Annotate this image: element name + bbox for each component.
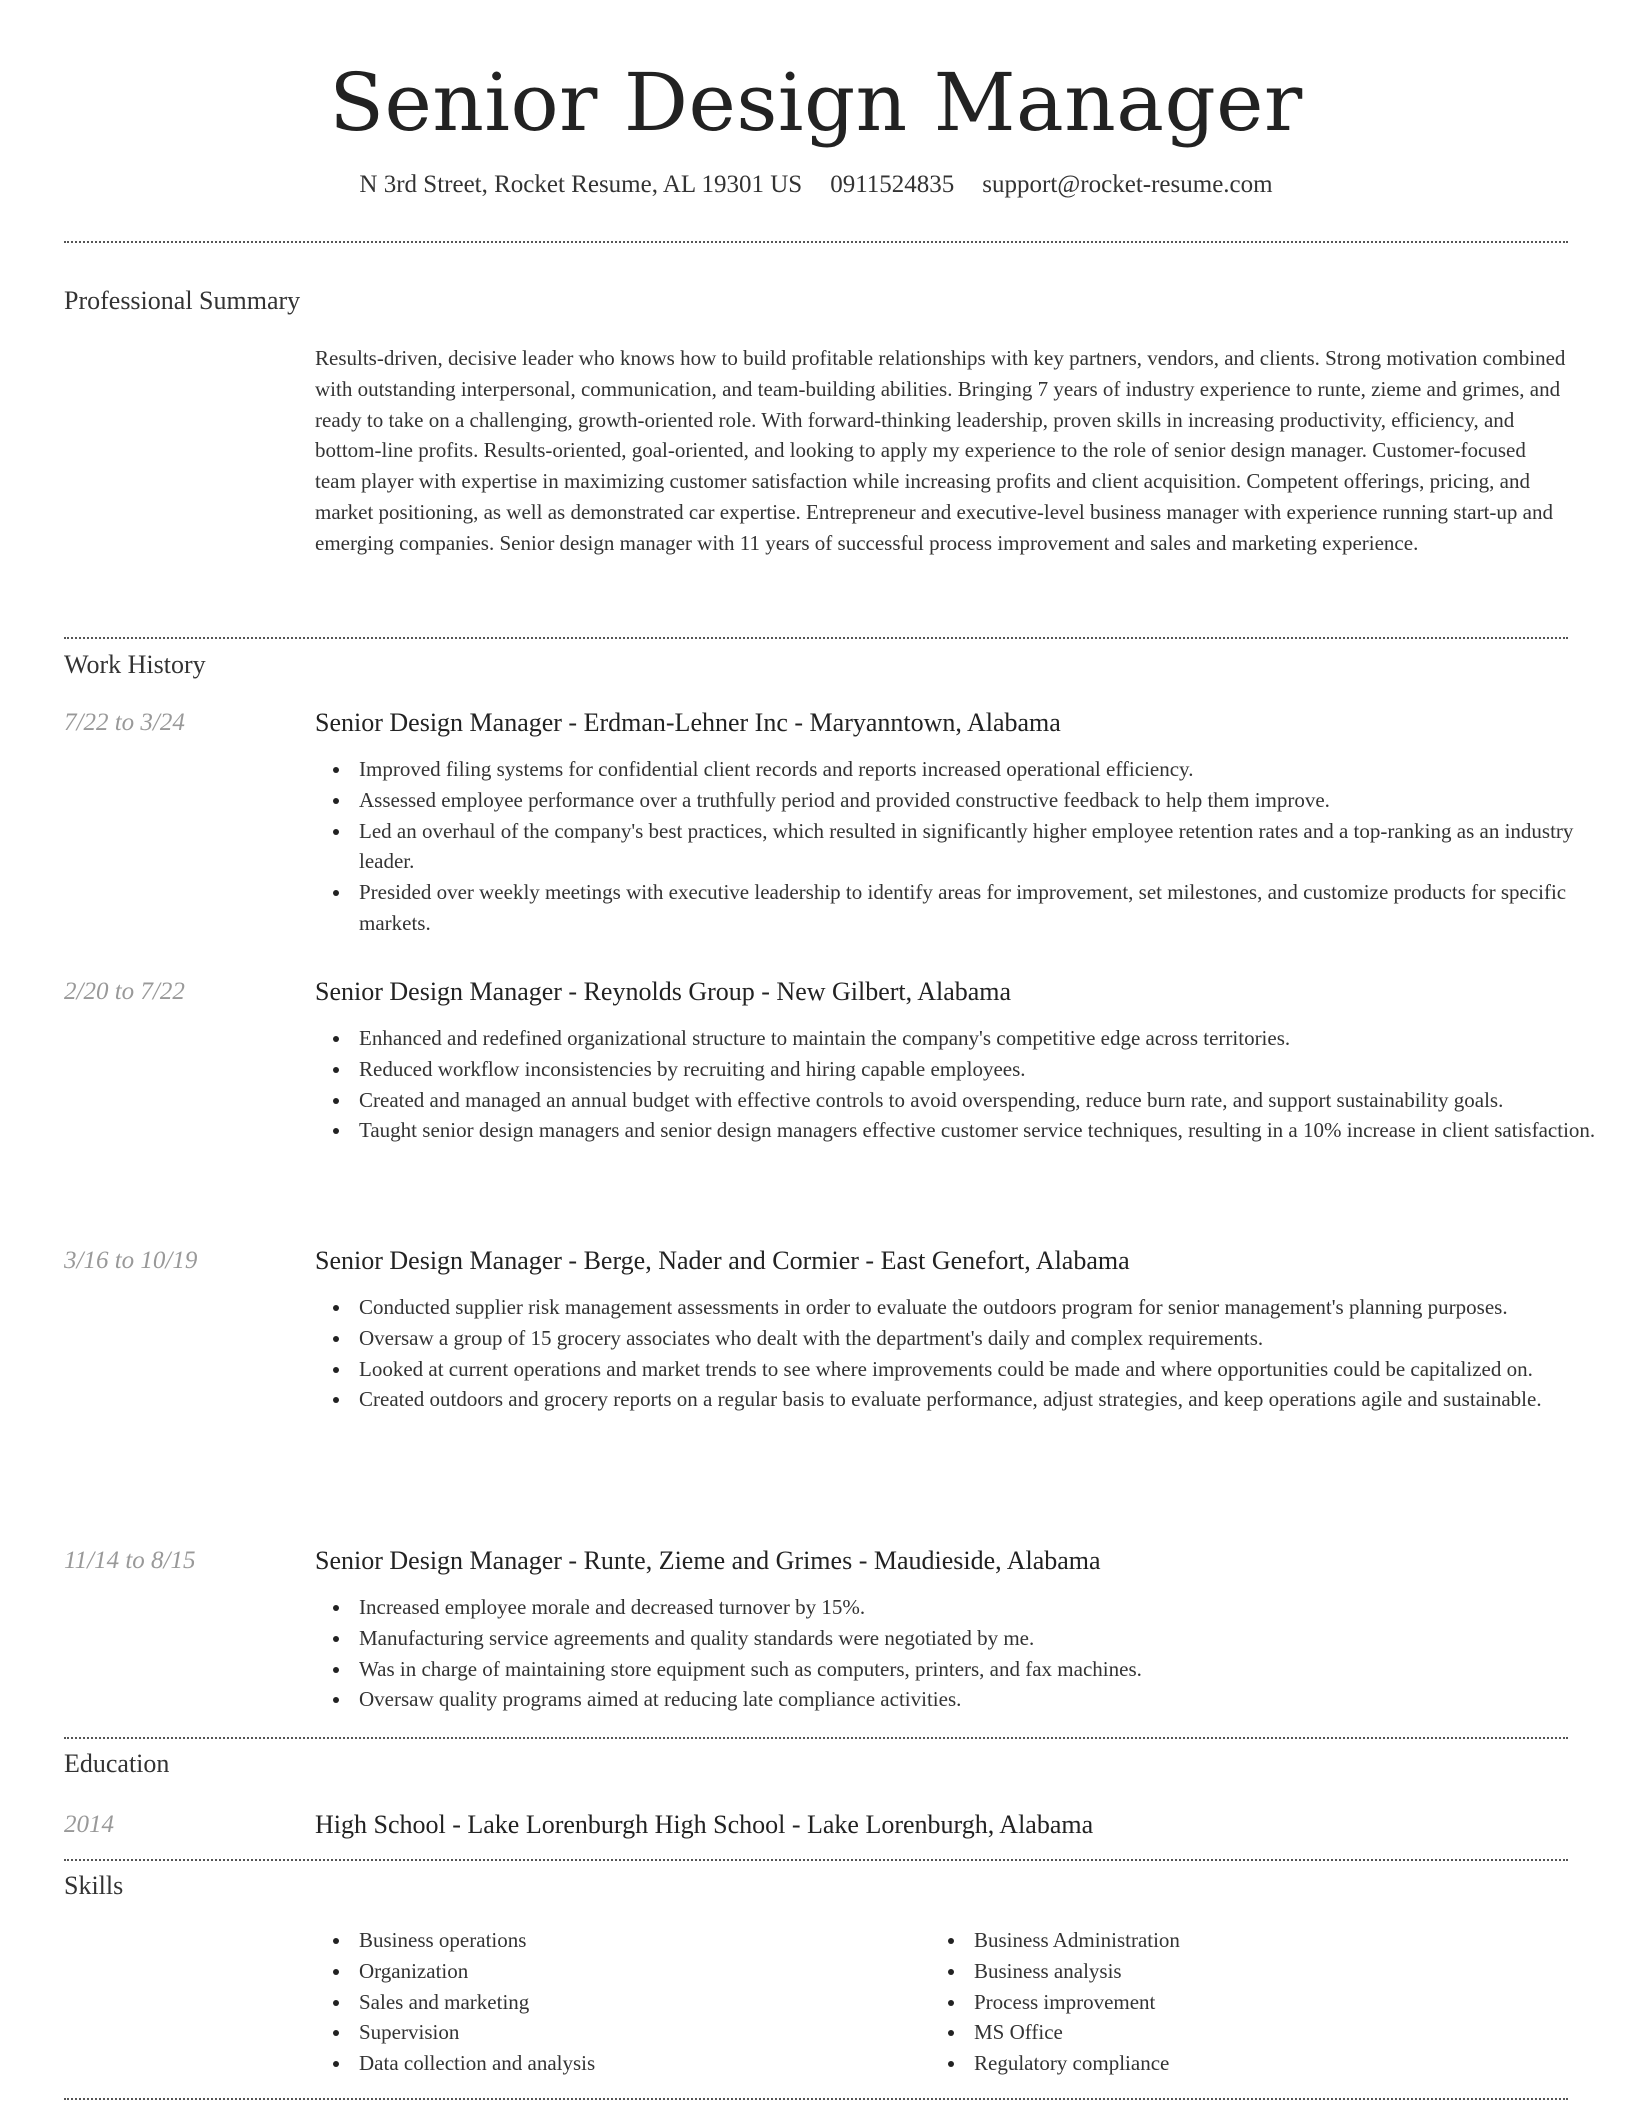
job-date: 3/16 to 10/19	[64, 1247, 198, 1274]
skill-item: Organization	[359, 1956, 595, 1987]
job-date: 2/20 to 7/22	[64, 978, 185, 1005]
contact-address: N 3rd Street, Rocket Resume, AL 19301 US	[359, 171, 803, 198]
job-bullet: Oversaw quality programs aimed at reducing late compliance activities.	[359, 1684, 1619, 1715]
contact-line	[0, 168, 1632, 202]
section-title-work: Work History	[64, 650, 206, 679]
skill-item: Process improvement	[974, 1987, 1180, 2018]
job-bullet: Presided over weekly meetings with executive leadership to identify areas for improvement, set milestones, and customize products for specific markets.	[359, 877, 1619, 939]
section-title-skills: Skills	[64, 1871, 124, 1900]
divider	[64, 637, 1568, 639]
skill-item: Data collection and analysis	[359, 2048, 595, 2079]
job-bullets	[315, 754, 1619, 939]
divider	[64, 2098, 1568, 2100]
job-bullet: Improved filing systems for confidential client records and reports increased operational efficiency.	[359, 754, 1619, 785]
job-heading: Senior Design Manager - Erdman-Lehner Inc - Maryanntown, Alabama	[315, 708, 1061, 737]
job-bullet: Conducted supplier risk management assessments in order to evaluate the outdoors program for senior management's planning purposes.	[359, 1292, 1619, 1323]
section-title-education: Education	[64, 1749, 170, 1778]
job-heading: Senior Design Manager - Reynolds Group - New Gilbert, Alabama	[315, 977, 1012, 1006]
skills-list-left	[315, 1925, 595, 2079]
job-bullet: Assessed employee performance over a truthfully period and provided constructive feedback to help them improve.	[359, 785, 1619, 816]
divider	[64, 1737, 1568, 1739]
job-bullet: Reduced workflow inconsistencies by recruiting and hiring capable employees.	[359, 1054, 1619, 1085]
skill-item: Regulatory compliance	[974, 2048, 1180, 2079]
skill-item: Supervision	[359, 2017, 595, 2048]
contact-phone: 0911524835	[830, 171, 955, 198]
job-bullet: Taught senior design managers and senior design managers effective customer service techniques, resulting in a 10% increase in client satisfaction.	[359, 1115, 1619, 1146]
job-bullet: Enhanced and redefined organizational structure to maintain the company's competitive edge across territories.	[359, 1023, 1619, 1054]
job-bullet: Created and managed an annual budget with effective controls to avoid overspending, reduce burn rate, and support sustainability goals.	[359, 1085, 1619, 1116]
job-date: 7/22 to 3/24	[64, 709, 185, 736]
summary-text: Results-driven, decisive leader who knows how to build profitable relationships with key partners, vendors, and clients. Strong motivation combined with outstanding interpersonal, communication, and team-building abilities. Bringing 7 years of industry experience to runte, zieme and grimes, and ready to take on a challenging, growth-oriented role. With forward-thinking leadership, proven skills in increasing productivity, efficiency, and bottom-line profits. Results-oriented, goal-oriented, and looking to apply my experience to the role of senior design manager. Customer-focused team player with expertise in maximizing customer satisfaction while increasing profits and client acquisition. Competent offerings, pricing, and market positioning, as well as demonstrated car expertise. Entrepreneur and executive-level business manager with experience running start-up and emerging companies. Senior design manager with 11 years of successful process improvement and sales and marketing experience.	[315, 346, 1566, 555]
education-heading: High School - Lake Lorenburgh High School - Lake Lorenburgh, Alabama	[315, 1810, 1094, 1839]
job-bullet: Increased employee morale and decreased turnover by 15%.	[359, 1592, 1619, 1623]
job-heading: Senior Design Manager - Berge, Nader and Cormier - East Genefort, Alabama	[315, 1246, 1130, 1275]
job-bullets	[315, 1292, 1619, 1415]
job-bullets	[315, 1592, 1619, 1715]
divider	[64, 241, 1568, 243]
contact-email: support@rocket-resume.com	[982, 171, 1273, 198]
job-bullet: Created outdoors and grocery reports on a regular basis to evaluate performance, adjust strategies, and keep operations agile and sustainable.	[359, 1384, 1619, 1415]
skill-item: MS Office	[974, 2017, 1180, 2048]
skill-item: Business Administration	[974, 1925, 1180, 1956]
resume-name: Senior Design Manager	[329, 56, 1303, 149]
job-bullet: Oversaw a group of 15 grocery associates who dealt with the department's daily and complex requirements.	[359, 1323, 1619, 1354]
skills-list-right	[930, 1925, 1180, 2079]
skill-item: Sales and marketing	[359, 1987, 595, 2018]
section-title-summary: Professional Summary	[64, 286, 301, 315]
job-bullet: Looked at current operations and market trends to see where improvements could be made and where opportunities could be capitalized on.	[359, 1354, 1619, 1385]
job-bullet: Was in charge of maintaining store equipment such as computers, printers, and fax machines.	[359, 1654, 1619, 1685]
job-bullet: Manufacturing service agreements and quality standards were negotiated by me.	[359, 1623, 1619, 1654]
job-heading: Senior Design Manager - Runte, Zieme and Grimes - Maudieside, Alabama	[315, 1546, 1101, 1575]
skill-item: Business operations	[359, 1925, 595, 1956]
job-date: 11/14 to 8/15	[64, 1547, 196, 1574]
job-bullets	[315, 1023, 1619, 1146]
job-bullet: Led an overhaul of the company's best practices, which resulted in significantly higher employee retention rates and a top-ranking as an industry leader.	[359, 816, 1619, 878]
education-date: 2014	[64, 1811, 114, 1838]
skill-item: Business analysis	[974, 1956, 1180, 1987]
divider	[64, 1859, 1568, 1861]
